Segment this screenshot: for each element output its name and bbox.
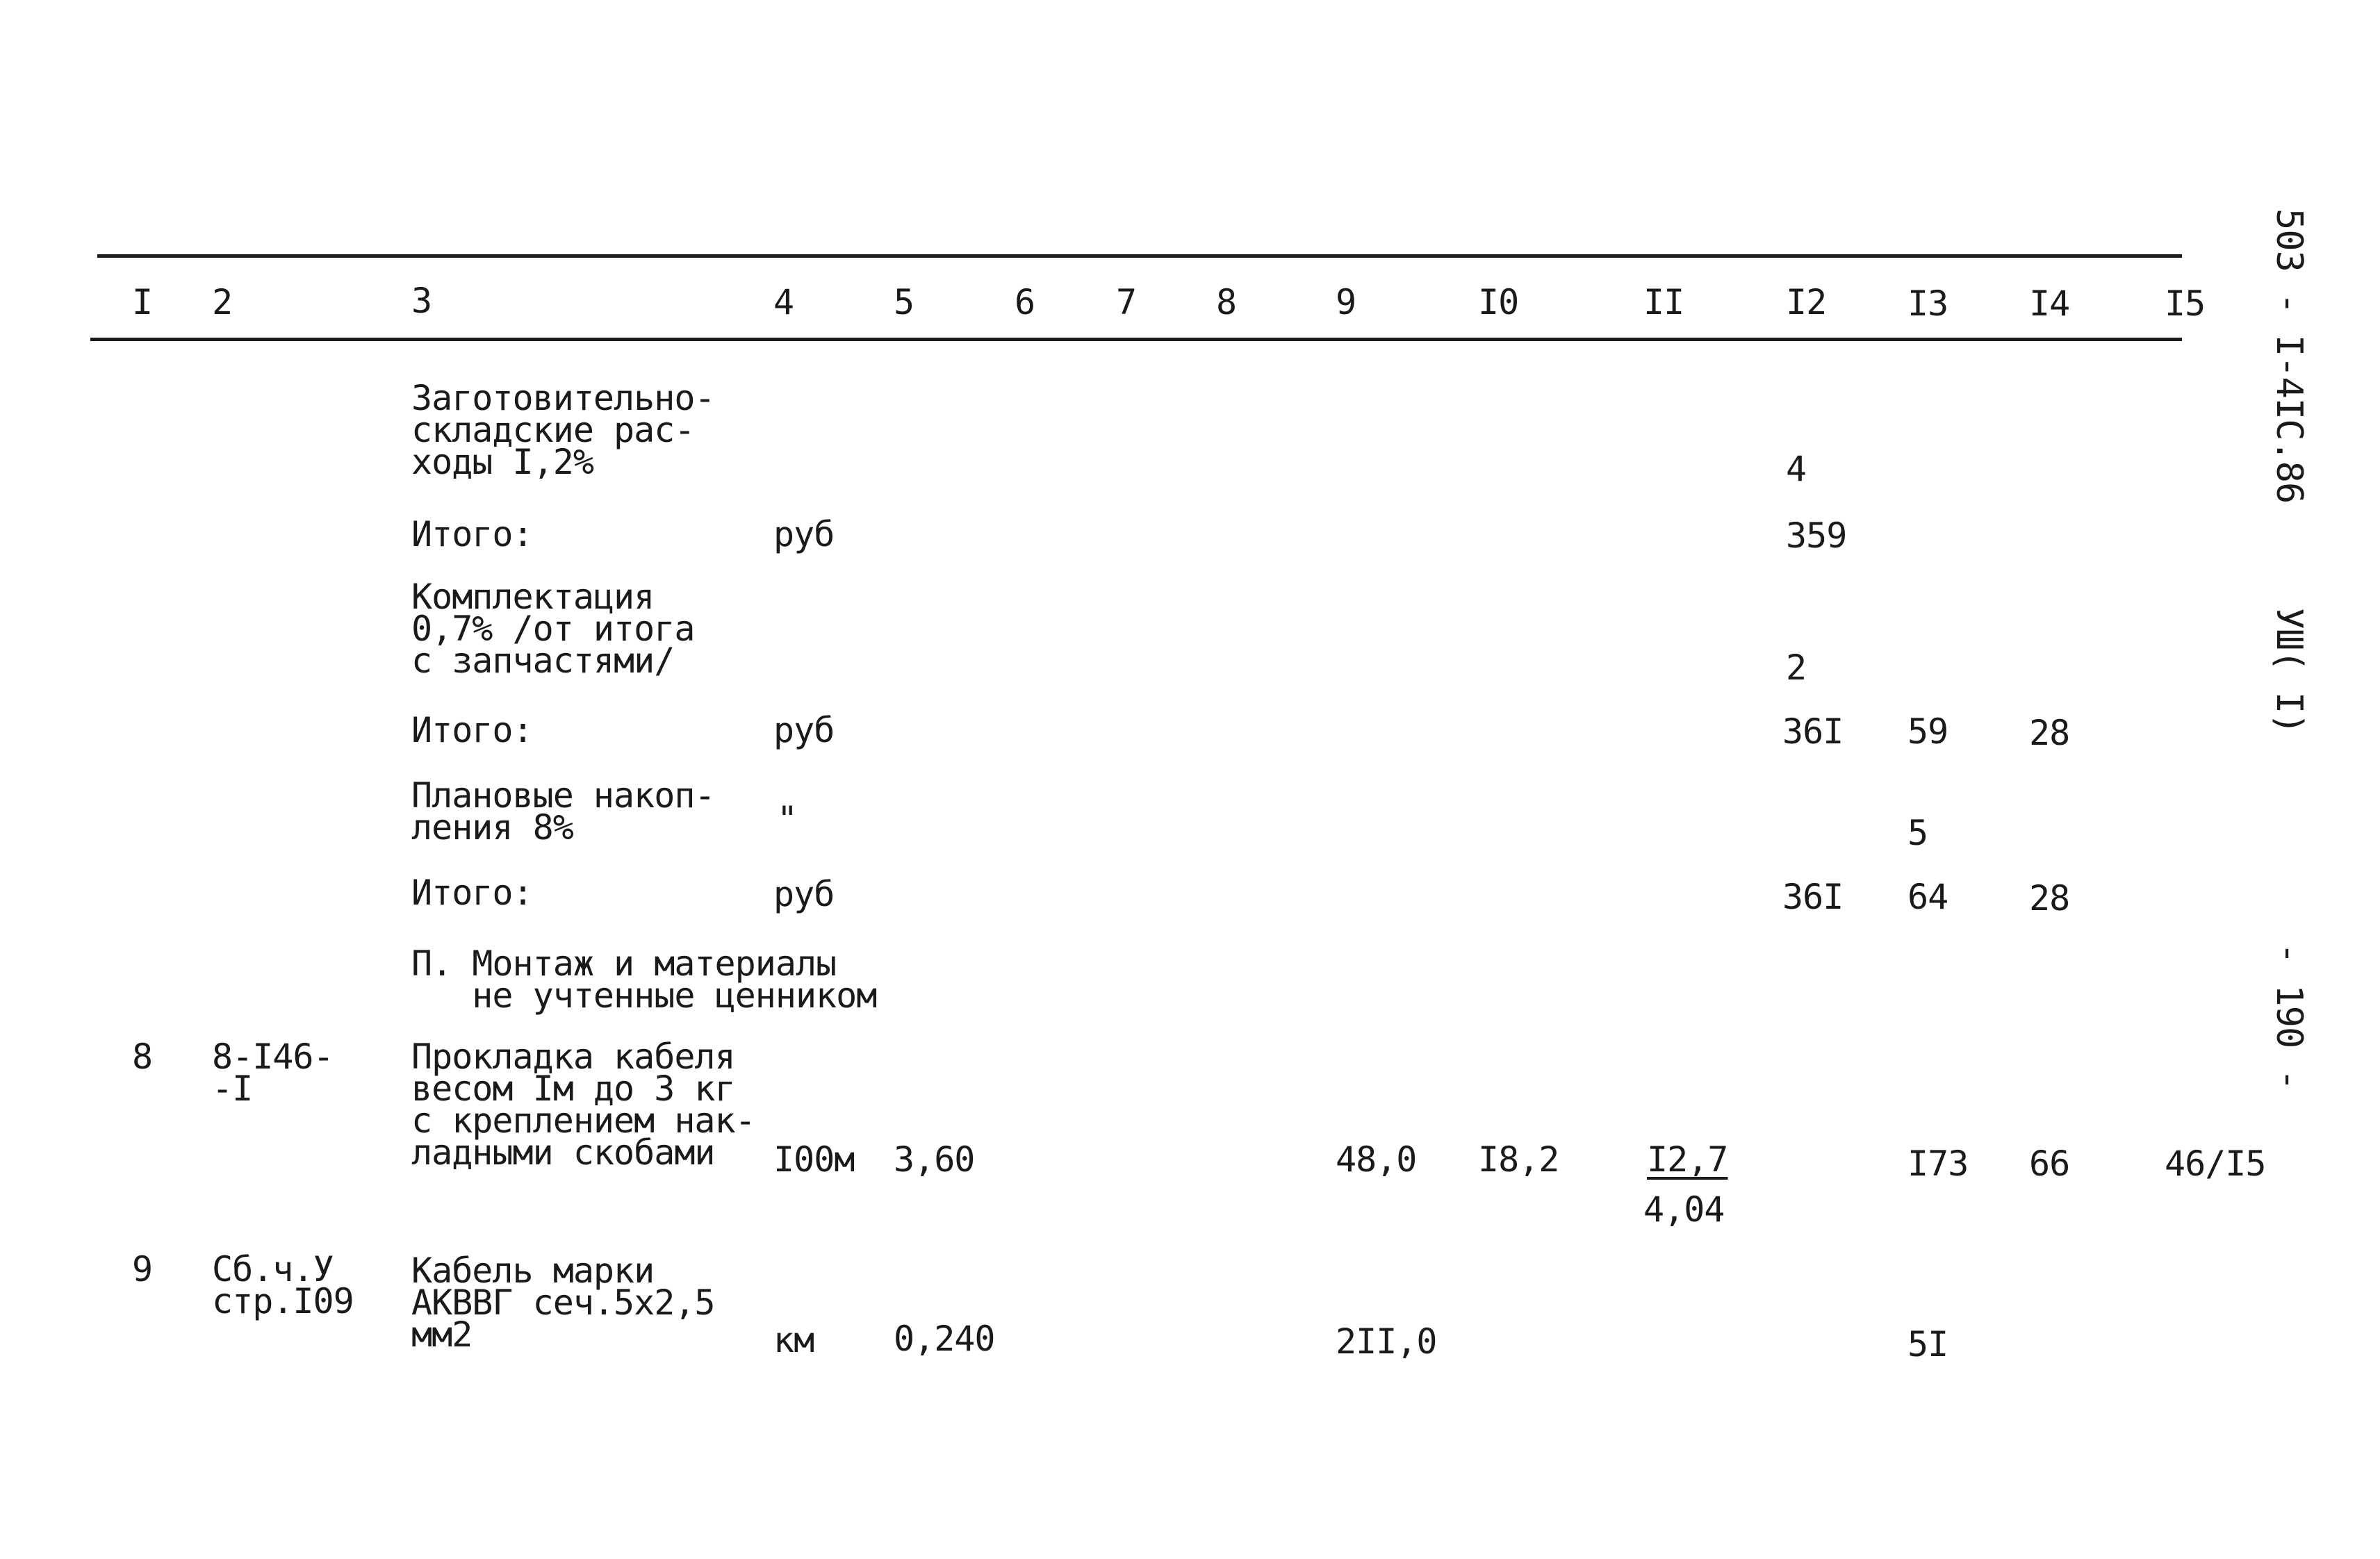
row-number: 9 xyxy=(132,1249,153,1289)
col-header-9: 9 xyxy=(1336,282,1356,322)
cell-col-13: 64 xyxy=(1907,877,1948,917)
cell-col-14: 28 xyxy=(2029,713,2070,753)
cell-unit: I00м xyxy=(773,1139,855,1180)
cell-col-14: 28 xyxy=(2029,878,2070,918)
cell-col-13: 5 xyxy=(1907,813,1928,853)
cell-unit: руб xyxy=(773,514,835,554)
col-header-13: I3 xyxy=(1907,283,1948,324)
cell-col-9: 48,0 xyxy=(1336,1139,1417,1180)
row-description: Прокладка кабеля весом Iм до 3 кг с креплением нак- ладными скобами xyxy=(411,1037,755,1173)
col-header-1: I xyxy=(132,282,153,322)
cell-col-13: 59 xyxy=(1907,711,1948,752)
row-description: Итого: xyxy=(411,514,533,554)
cell-col-13: 5I xyxy=(1907,1324,1948,1364)
cell-col-15: 46/I5 xyxy=(2165,1144,2266,1184)
album-number: УШ( I) xyxy=(2268,607,2310,734)
document-code: 503 - I-4IС.86 xyxy=(2268,208,2310,504)
row-number: 8 xyxy=(132,1037,153,1077)
header-top-rule xyxy=(97,254,2182,258)
col-header-6: 6 xyxy=(1015,282,1035,322)
cell-col-9: 2II,0 xyxy=(1336,1321,1437,1362)
cell-col-12: 4 xyxy=(1786,449,1807,489)
cell-col-13: I73 xyxy=(1907,1144,1969,1184)
cell-unit: руб xyxy=(773,710,835,750)
cell-col-10: I8,2 xyxy=(1478,1139,1559,1180)
col-header-7: 7 xyxy=(1116,282,1137,322)
col-header-4: 4 xyxy=(773,282,794,322)
cell-col-12: 36I xyxy=(1782,877,1844,917)
col-header-5: 5 xyxy=(894,282,914,322)
page-number: - 190 - xyxy=(2268,942,2310,1090)
cell-col-5: 0,240 xyxy=(894,1319,995,1359)
col-header-14: I4 xyxy=(2029,283,2070,324)
section-heading: П. Монтаж и материалы не учтенные ценником xyxy=(411,943,877,1016)
col-header-10: I0 xyxy=(1478,282,1519,322)
row-code: 8-I46- -I xyxy=(212,1037,334,1109)
row-description: Итого: xyxy=(411,873,533,913)
col-header-11: II xyxy=(1643,282,1684,322)
cell-col-12: 36I xyxy=(1782,711,1844,752)
col-header-12: I2 xyxy=(1786,282,1827,322)
col-header-3: 3 xyxy=(411,281,432,321)
cell-col-11-top: I2,7 xyxy=(1647,1139,1728,1180)
cell-unit: " xyxy=(777,799,798,839)
cell-col-12: 359 xyxy=(1786,515,1847,556)
row-description: Заготовительно- складские рас- ходы I,2% xyxy=(411,378,715,482)
row-description: Кабель марки АКВВГ сеч.5х2,5 мм2 xyxy=(411,1251,715,1355)
cell-unit: руб xyxy=(773,874,835,914)
row-description: Комплектация 0,7% /от итога с запчастями/ xyxy=(411,577,695,681)
cell-col-14: 66 xyxy=(2029,1144,2070,1184)
row-description: Итого: xyxy=(411,710,533,750)
cell-col-11-bottom: 4,04 xyxy=(1643,1189,1725,1230)
cell-col-5: 3,60 xyxy=(894,1139,975,1180)
margin-annotation xyxy=(2268,208,2310,1090)
row-description: Плановые накоп- ления 8% xyxy=(411,775,715,848)
row-code: Сб.ч.У стр.I09 xyxy=(212,1249,354,1321)
col-header-8: 8 xyxy=(1216,282,1237,322)
cell-col-12: 2 xyxy=(1786,647,1807,688)
header-bottom-rule xyxy=(90,338,2182,341)
cell-unit: км xyxy=(773,1320,814,1360)
col-header-15: I5 xyxy=(2165,283,2206,324)
col-header-2: 2 xyxy=(212,282,233,322)
